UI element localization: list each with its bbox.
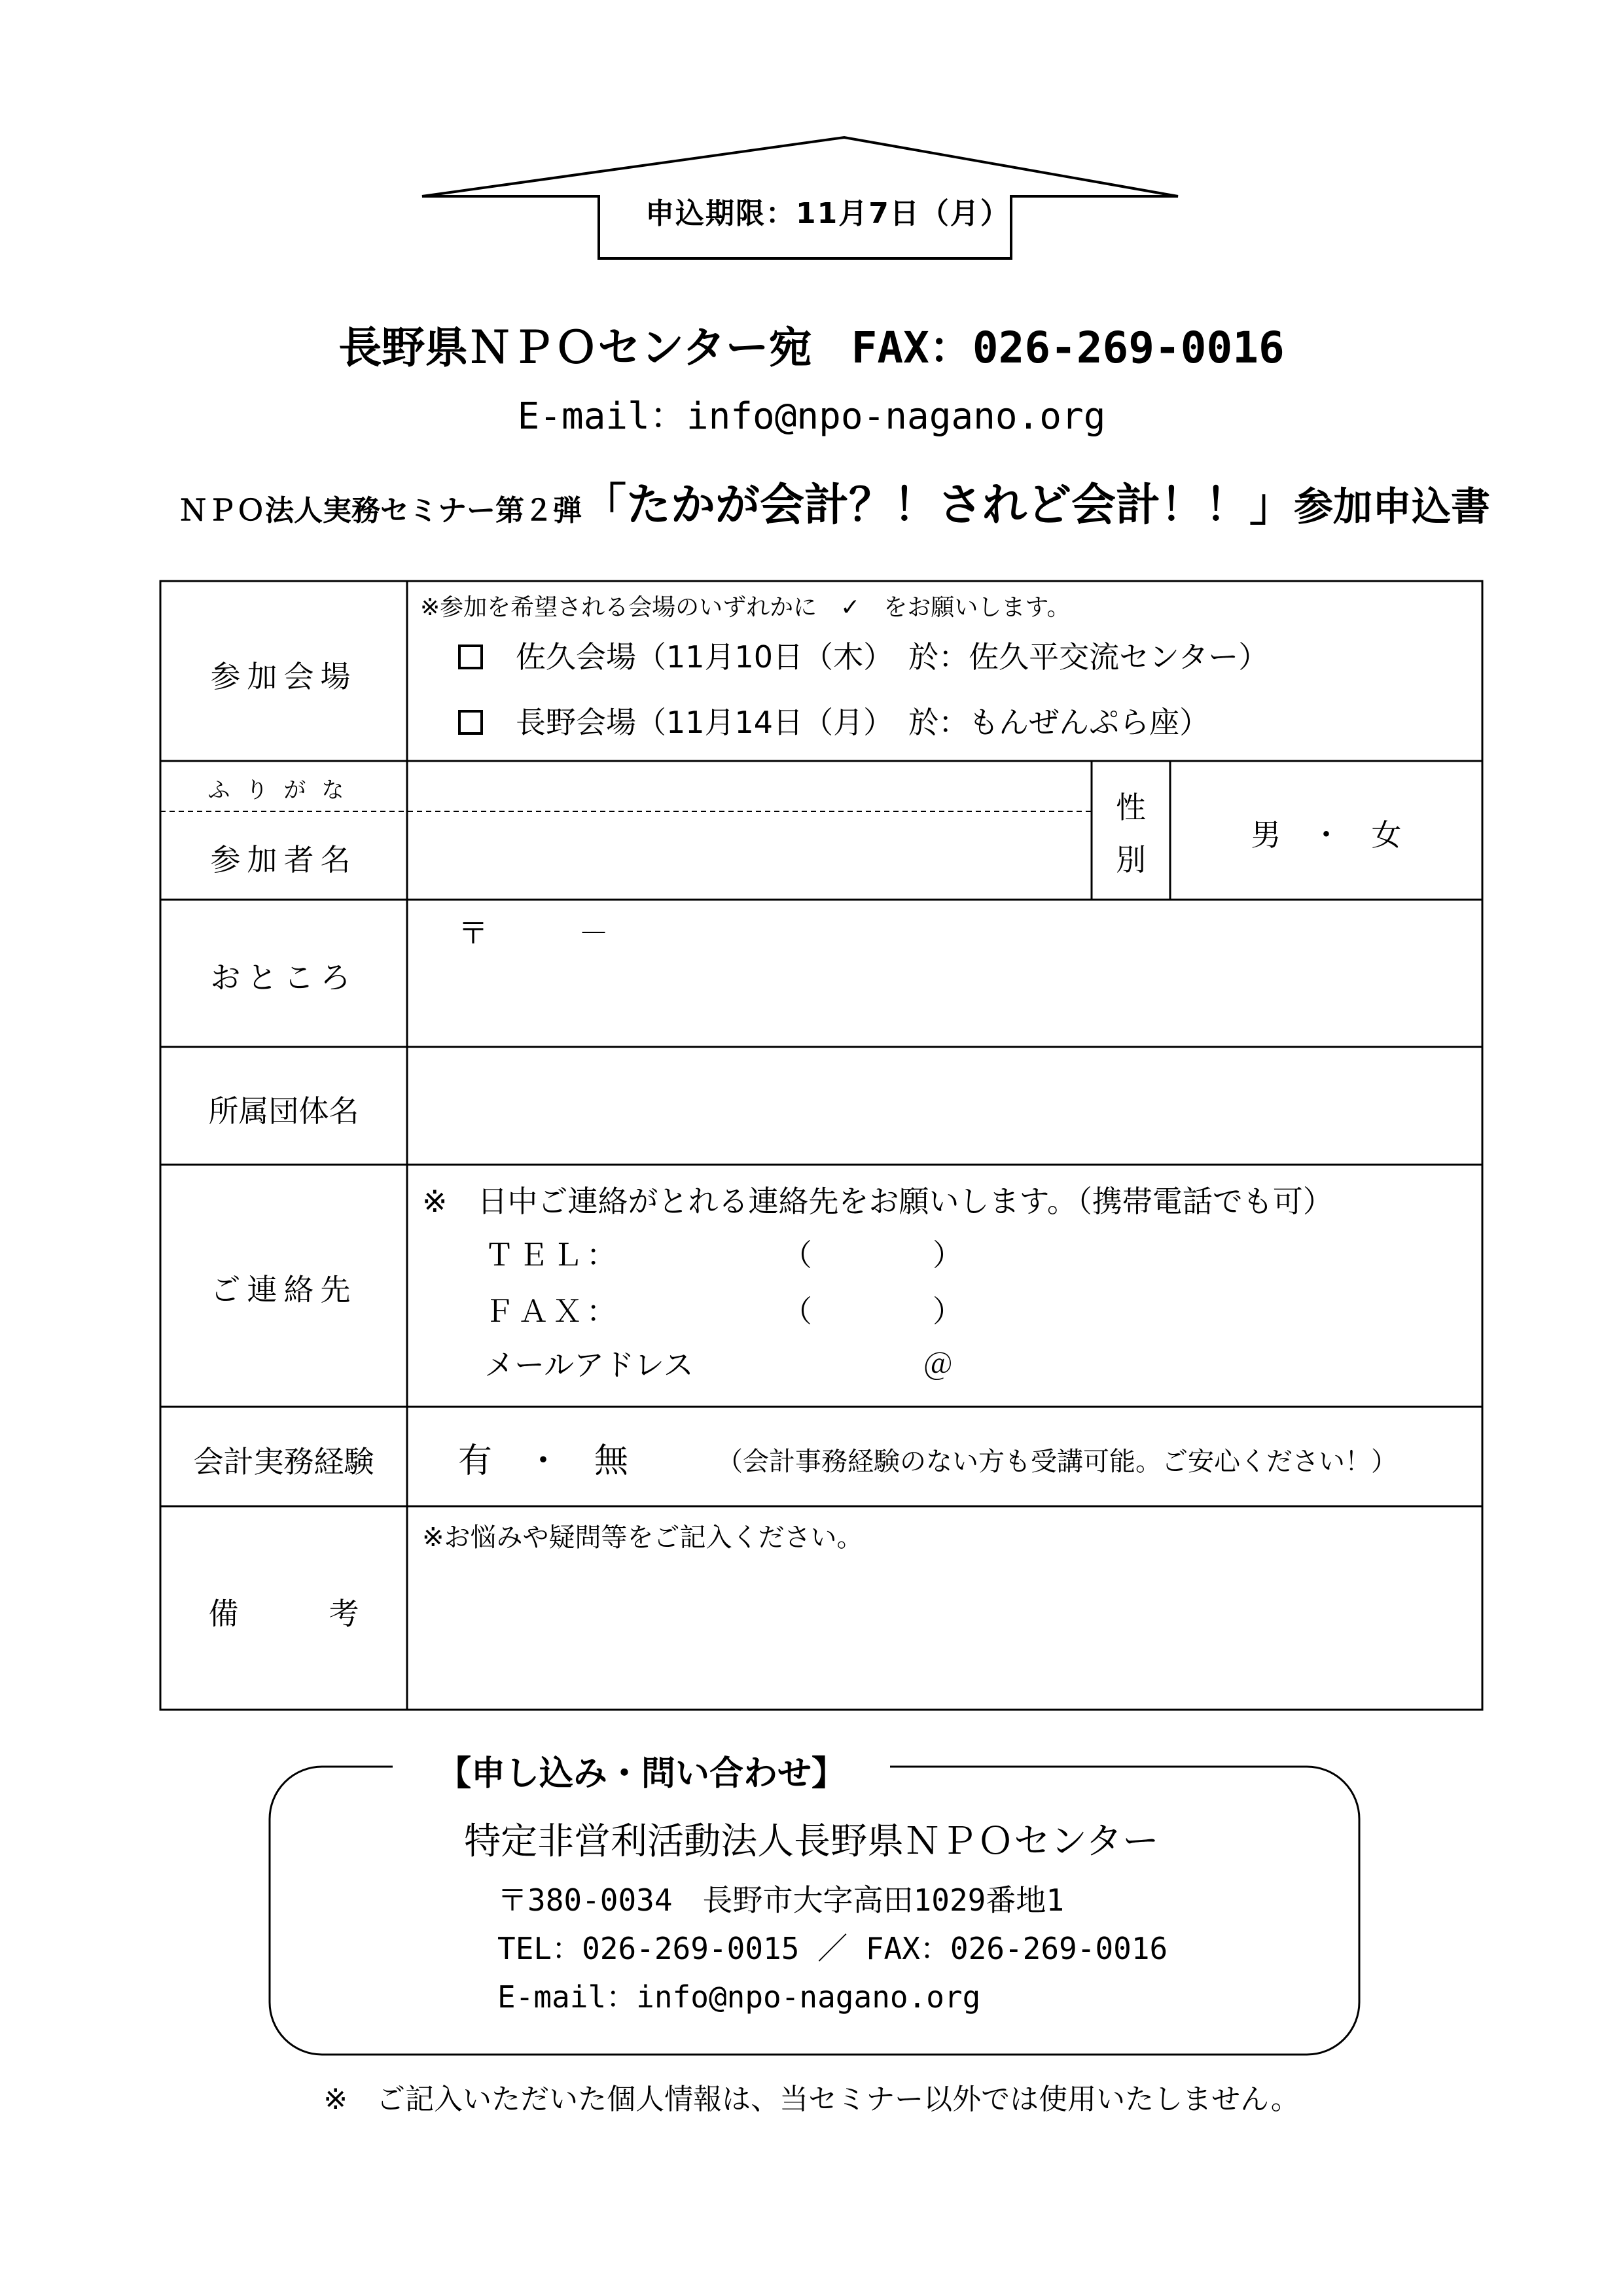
venue-option-nagano-label: 長野会場（11月14日（月） 於：もんぜんぷら座） [516, 705, 1210, 740]
contact-org-name: 特定非営利活動法人長野県ＮＰＯセンター [464, 1820, 1159, 1863]
privacy-footnote: ※ ご記入いただいた個人情報は、当セミナー以外では使用いたしません。 [323, 2083, 1300, 2116]
email-label: メールアドレス [484, 1347, 694, 1383]
venue-option-nagano[interactable] [458, 699, 1209, 742]
tel-label: ＴＥＬ： [484, 1237, 620, 1273]
venue-option-saku[interactable] [458, 633, 1268, 677]
venue-option-saku-label: 佐久会場（11月10日（木） 於：佐久平交流センター） [516, 639, 1269, 675]
contact-label: ご連絡先 [210, 1272, 357, 1307]
postal-mark: 〒 － [458, 915, 609, 951]
contact-address: 〒380-0034 長野市大字高田1029番地1 [497, 1882, 1065, 1918]
gender-label-2: 別 [1116, 842, 1146, 877]
gender-options[interactable]: 男 ・ 女 [1251, 817, 1402, 853]
organization-label: 所属団体名 [208, 1093, 359, 1129]
contact-email: E-mail：info@npo-nagano.org [497, 1979, 981, 2015]
address-field[interactable] [407, 902, 1482, 1046]
deadline-text: 申込期限：11月7日（月） [645, 197, 1010, 230]
venue-note: ※参加を希望される会場のいずれかに ✓ をお願いします。 [420, 594, 1071, 621]
title-prefix: ＮＰＯ法人実務セミナー第２弾 [178, 494, 582, 527]
contact-heading: 【申し込み・問い合わせ】 [393, 1746, 890, 1795]
experience-label: 会計実務経験 [193, 1444, 374, 1479]
tel-paren[interactable]: （ ） [782, 1237, 963, 1273]
gender-label-1: 性 [1116, 790, 1146, 825]
participant-name-field[interactable] [407, 813, 1092, 898]
furigana-field[interactable] [407, 762, 1092, 810]
organization-field[interactable] [407, 1049, 1482, 1163]
remarks-label: 備 考 [208, 1596, 359, 1631]
recipient-fax: FAX：026-269-0016 [851, 323, 1285, 373]
contact-phone-fax: TEL：026-269-0015 ／ FAX：026-269-0016 [497, 1931, 1168, 1966]
title-main: 「たかが会計？！されど会計！！」 [581, 479, 1294, 531]
experience-options[interactable]: 有 ・ 無 [458, 1441, 629, 1481]
participant-name-label: 参加者名 [210, 842, 357, 877]
saku-checkbox[interactable] [458, 645, 483, 669]
recipient-name: 長野県ＮＰＯセンター宛 [338, 323, 812, 373]
address-label: おところ [210, 960, 357, 995]
email-at[interactable]: ＠ [923, 1347, 953, 1383]
remarks-field[interactable] [407, 1552, 1482, 1708]
contact-note: ※ 日中ご連絡がとれる連絡先をお願いします。（携帯電話でも可） [422, 1184, 1333, 1219]
nagano-checkbox[interactable] [458, 710, 483, 735]
furigana-label: ふりがな [207, 777, 360, 804]
title-suffix: 参加申込書 [1294, 484, 1490, 530]
experience-note: （会計事務経験のない方も受講可能。ご安心ください！） [717, 1447, 1397, 1477]
recipient-email: E-mail：info@npo-nagano.org [517, 395, 1106, 438]
remarks-note: ※お悩みや疑問等をご記入ください。 [422, 1523, 863, 1553]
fax-paren[interactable]: （ ） [782, 1294, 963, 1329]
fax-label: ＦＡＸ： [484, 1294, 620, 1329]
venue-label: 参加会場 [210, 659, 357, 694]
